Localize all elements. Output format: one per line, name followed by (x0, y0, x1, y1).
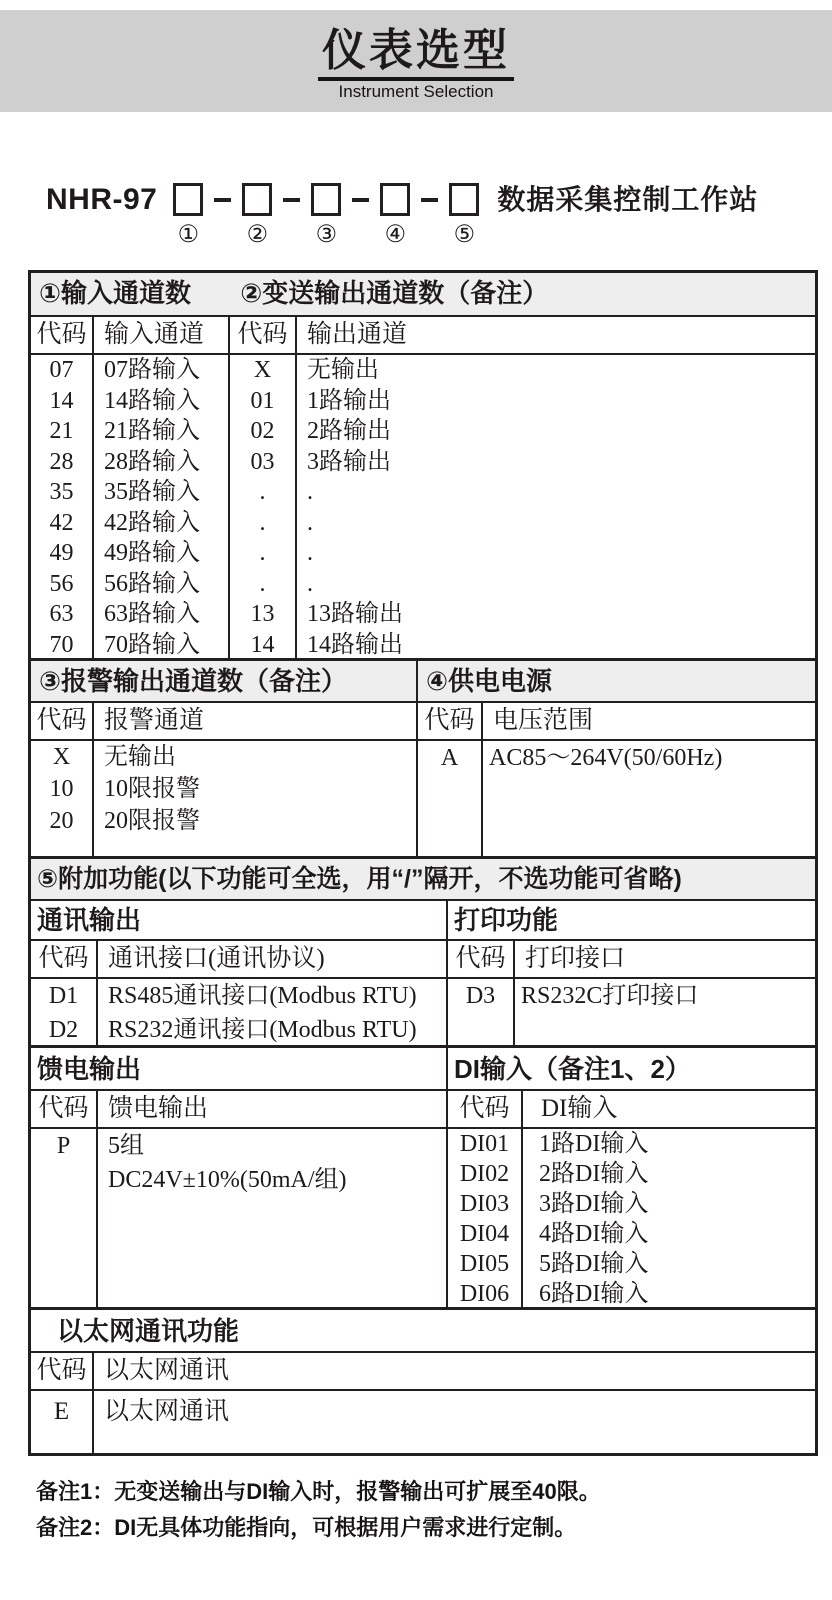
section4-title: ④供电电源 (418, 661, 815, 701)
code-box-5 (449, 183, 479, 216)
cell: 无输出 (307, 357, 379, 383)
col-header: 代码 (31, 1091, 98, 1127)
comm-descs (98, 979, 448, 1045)
cell: DI01 (459, 1131, 510, 1157)
position-number-5: ⑤ (453, 222, 476, 248)
cell: 5路DI输入 (539, 1251, 649, 1277)
cell: . (230, 477, 297, 508)
s12-column-headers (31, 315, 815, 353)
cell: X (230, 355, 297, 386)
cell: . (307, 570, 313, 597)
col-header: 报警通道 (94, 703, 418, 739)
cell: 无输出 (104, 744, 176, 770)
cell: 70 (31, 630, 94, 659)
position-number-1: ① (177, 222, 200, 248)
cell: 49路输入 (94, 538, 230, 569)
alarm-codes (31, 741, 94, 856)
cell: A (440, 745, 459, 771)
model-slot-2 (242, 183, 272, 248)
cell: DI04 (459, 1221, 510, 1247)
cell: 5组 (108, 1133, 144, 1159)
cell: 14 (230, 630, 297, 659)
cell: RS232通讯接口(Modbus RTU) (108, 1017, 417, 1043)
cell: 以太网通讯 (104, 1398, 230, 1425)
model-code-line (46, 183, 758, 248)
cell: X (52, 744, 71, 770)
model-slot-1 (173, 183, 203, 248)
cell: 3路输出 (307, 448, 391, 475)
cell: 2路DI输入 (539, 1161, 649, 1187)
feed-di-column-headers (31, 1089, 815, 1127)
cell: . (307, 479, 313, 505)
di-descs (523, 1129, 815, 1307)
col-header: 代码 (418, 703, 483, 739)
cell: . (307, 540, 313, 566)
section3-title: ③报警输出通道数（备注） (31, 661, 418, 701)
footnotes (36, 1478, 601, 1542)
cell: 49 (31, 538, 94, 569)
cell: 21路输入 (94, 416, 230, 447)
cell: 20 (49, 808, 74, 834)
model-slot-5 (449, 183, 479, 248)
cell: 63路输入 (94, 599, 230, 630)
col-header: 输入通道 (94, 317, 230, 353)
code-box-4 (380, 183, 410, 216)
col-header: 代码 (31, 317, 94, 353)
cell: 07 (31, 355, 94, 386)
cell: P (56, 1133, 71, 1159)
comm-title: 通讯输出 (31, 901, 448, 939)
cell: 20限报警 (104, 808, 200, 834)
cell: 14 (31, 386, 94, 417)
cell: D2 (48, 1017, 79, 1043)
comm-print-column-headers (31, 939, 815, 977)
model-suffix: 数据采集控制工作站 (497, 184, 759, 215)
cell: RS232C打印接口 (521, 983, 699, 1009)
feed-code (31, 1129, 98, 1307)
position-number-2: ② (246, 222, 269, 248)
print-code (448, 979, 515, 1045)
feed-di-data (31, 1127, 815, 1307)
cell: 10 (49, 776, 74, 802)
ethernet-data (31, 1389, 815, 1453)
cell: 21 (31, 416, 94, 447)
cell: . (230, 508, 297, 539)
title-banner (0, 10, 832, 112)
power-desc (483, 741, 815, 856)
cell: . (230, 538, 297, 569)
comm-codes (31, 979, 98, 1045)
cell: 14路输入 (94, 386, 230, 417)
cell: 02 (230, 416, 297, 447)
col-header: 电压范围 (493, 707, 594, 734)
col-header: 代码 (448, 1091, 523, 1127)
footnote-1: 备注1：无变送输出与DI输入时，报警输出可扩展至40限。 (36, 1479, 601, 1504)
feed-desc (98, 1129, 448, 1307)
dash-separator (283, 198, 300, 202)
page-title: 仪表选型 (318, 26, 514, 81)
cell: RS485通讯接口(Modbus RTU) (108, 983, 417, 1009)
ethernet-header: 以太网通讯功能 (31, 1307, 815, 1351)
section1-title: ①输入通道数 (39, 278, 192, 308)
col-header: 馈电输出 (98, 1091, 448, 1127)
comm-print-headers (31, 899, 815, 939)
code-box-2 (242, 183, 272, 216)
dash-separator (421, 198, 438, 202)
col-header: 代码 (31, 941, 98, 977)
cell: DC24V±10%(50mA/组) (108, 1167, 347, 1193)
cell: 4路DI输入 (539, 1221, 649, 1247)
print-desc (515, 979, 815, 1045)
di-title: DI输入（备注1、2） (448, 1048, 815, 1089)
cell: DI02 (459, 1161, 510, 1187)
section2-title: ②变送输出通道数（备注） (240, 278, 549, 308)
footnote-2: 备注2：DI无具体功能指向，可根据用户需求进行定制。 (36, 1515, 577, 1540)
col-header: 打印接口 (525, 945, 626, 972)
cell: D1 (48, 983, 79, 1009)
cell: 70路输入 (94, 630, 230, 659)
section-header-alarm-power (31, 658, 815, 701)
cell: 1路DI输入 (539, 1131, 649, 1157)
cell: . (230, 569, 297, 600)
ethernet-column-headers (31, 1351, 815, 1389)
comm-print-data (31, 977, 815, 1045)
cell: 63 (31, 599, 94, 630)
selection-table (28, 270, 818, 1456)
cell: 2路输出 (307, 418, 391, 444)
col-header: 以太网通讯 (104, 1357, 230, 1384)
cell: AC85～264V(50/60Hz) (489, 745, 723, 771)
cell: 14路输出 (307, 631, 403, 658)
cell: DI06 (459, 1281, 510, 1307)
model-prefix: NHR-97 (46, 183, 158, 216)
cell: 13 (230, 599, 297, 630)
cell: 10限报警 (104, 776, 200, 802)
col-header: 代码 (448, 941, 515, 977)
cell: DI05 (459, 1251, 510, 1277)
code-box-1 (173, 183, 203, 216)
s34-data (31, 739, 815, 856)
model-slot-3 (311, 183, 341, 248)
cell: 1路输出 (307, 387, 391, 414)
cell: D3 (465, 983, 496, 1009)
cell: . (307, 509, 313, 536)
s12-data (31, 353, 815, 658)
cell: E (31, 1391, 94, 1453)
cell: 28路输入 (94, 447, 230, 478)
cell: 01 (230, 386, 297, 417)
cell: 35 (31, 477, 94, 508)
dash-separator (214, 198, 231, 202)
cell: 6路DI输入 (539, 1281, 649, 1307)
cell: 56路输入 (94, 569, 230, 600)
page-subtitle: Instrument Selection (338, 82, 494, 101)
cell: 35路输入 (94, 477, 230, 508)
position-number-3: ③ (315, 222, 338, 248)
section-header-input-output (31, 273, 815, 315)
col-header: 输出通道 (307, 321, 408, 348)
col-header: 代码 (31, 1353, 94, 1389)
position-number-4: ④ (384, 222, 407, 248)
cell: 03 (230, 447, 297, 478)
print-title: 打印功能 (448, 901, 815, 939)
s34-column-headers (31, 701, 815, 739)
col-header: 代码 (230, 317, 297, 353)
col-header: DI输入 (541, 1095, 618, 1122)
cell: 42 (31, 508, 94, 539)
col-header: 通讯接口(通讯协议) (98, 941, 448, 977)
col-header: 代码 (31, 703, 94, 739)
feed-title: 馈电输出 (31, 1048, 448, 1089)
cell: 13路输出 (307, 601, 403, 627)
di-codes (448, 1129, 523, 1307)
section5-header: ⑤附加功能(以下功能可全选，用“/”隔开，不选功能可省略) (31, 856, 815, 899)
model-slot-4 (380, 183, 410, 248)
cell: 07路输入 (94, 355, 230, 386)
feed-di-headers (31, 1045, 815, 1089)
dash-separator (352, 198, 369, 202)
alarm-descs (94, 741, 418, 856)
cell: 3路DI输入 (539, 1191, 649, 1217)
cell: DI03 (459, 1191, 510, 1217)
code-box-3 (311, 183, 341, 216)
cell: 42路输入 (94, 508, 230, 539)
cell: 28 (31, 447, 94, 478)
power-code (418, 741, 483, 856)
cell: 56 (31, 569, 94, 600)
